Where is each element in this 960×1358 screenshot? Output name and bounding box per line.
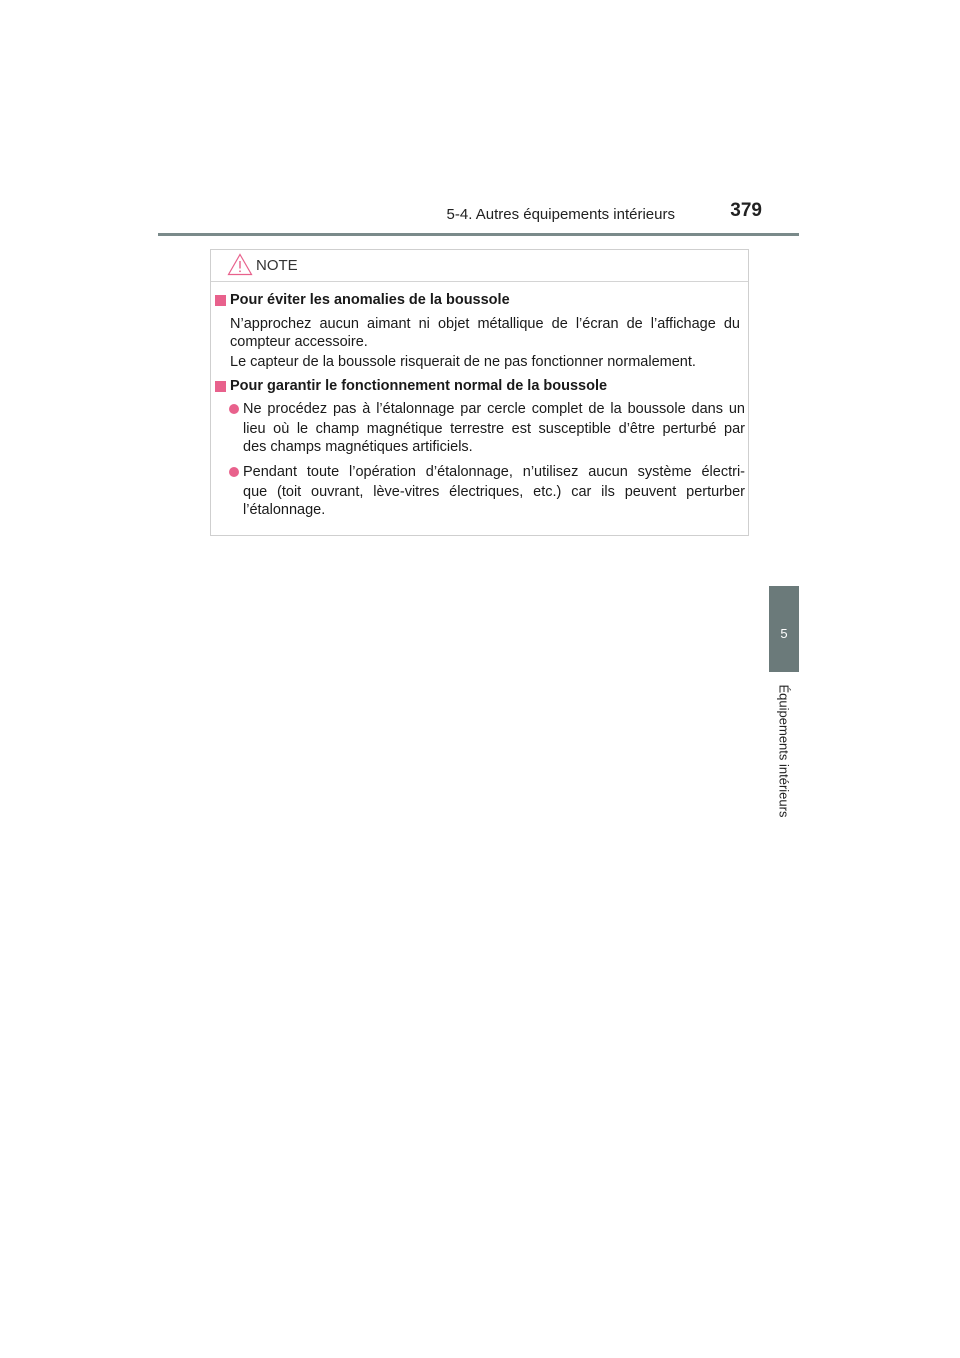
warning-icon (227, 253, 253, 276)
note-title: NOTE (256, 257, 298, 274)
paragraph-line: Le capteur de la boussole risquerait de ne pas fonctionner normalement. (230, 354, 696, 370)
note-header (211, 250, 748, 282)
bullet-line: Ne procédez pas à l’étalonnage par cercle complet de la boussole dans un (243, 401, 745, 417)
bullet-line: l’étalonnage. (243, 502, 326, 518)
bullet-line: lieu où le champ magnétique terrestre est susceptible d’être perturbé par (243, 421, 745, 437)
bullet-line: Pendant toute l’opération d’étalonnage, n’utilisez aucun système électri- (243, 464, 745, 480)
square-bullet-icon (215, 295, 226, 306)
section-header: 5-4. Autres équipements intérieurs (446, 206, 675, 223)
bullet-line: que (toit ouvrant, lève-vitres électriques, etc.) car ils peuvent perturber (243, 484, 745, 500)
chapter-tab-number: 5 (780, 626, 788, 641)
section-heading: Pour éviter les anomalies de la boussole (230, 292, 510, 308)
paragraph-line: N’approchez aucun aimant ni objet métallique de l’écran de l’affichage du (230, 316, 740, 332)
section-heading: Pour garantir le fonctionnement normal de la boussole (230, 378, 608, 394)
note-box (210, 249, 749, 536)
paragraph-line: compteur accessoire. (230, 334, 368, 350)
bullet-line: des champs magnétiques artificiels. (243, 439, 473, 455)
chapter-tab-label: Équipements intérieurs (776, 684, 792, 818)
square-bullet-icon (215, 381, 226, 392)
page-number: 379 (730, 200, 762, 221)
header-rule (158, 233, 799, 236)
round-bullet-icon (229, 404, 239, 414)
round-bullet-icon (229, 467, 239, 477)
